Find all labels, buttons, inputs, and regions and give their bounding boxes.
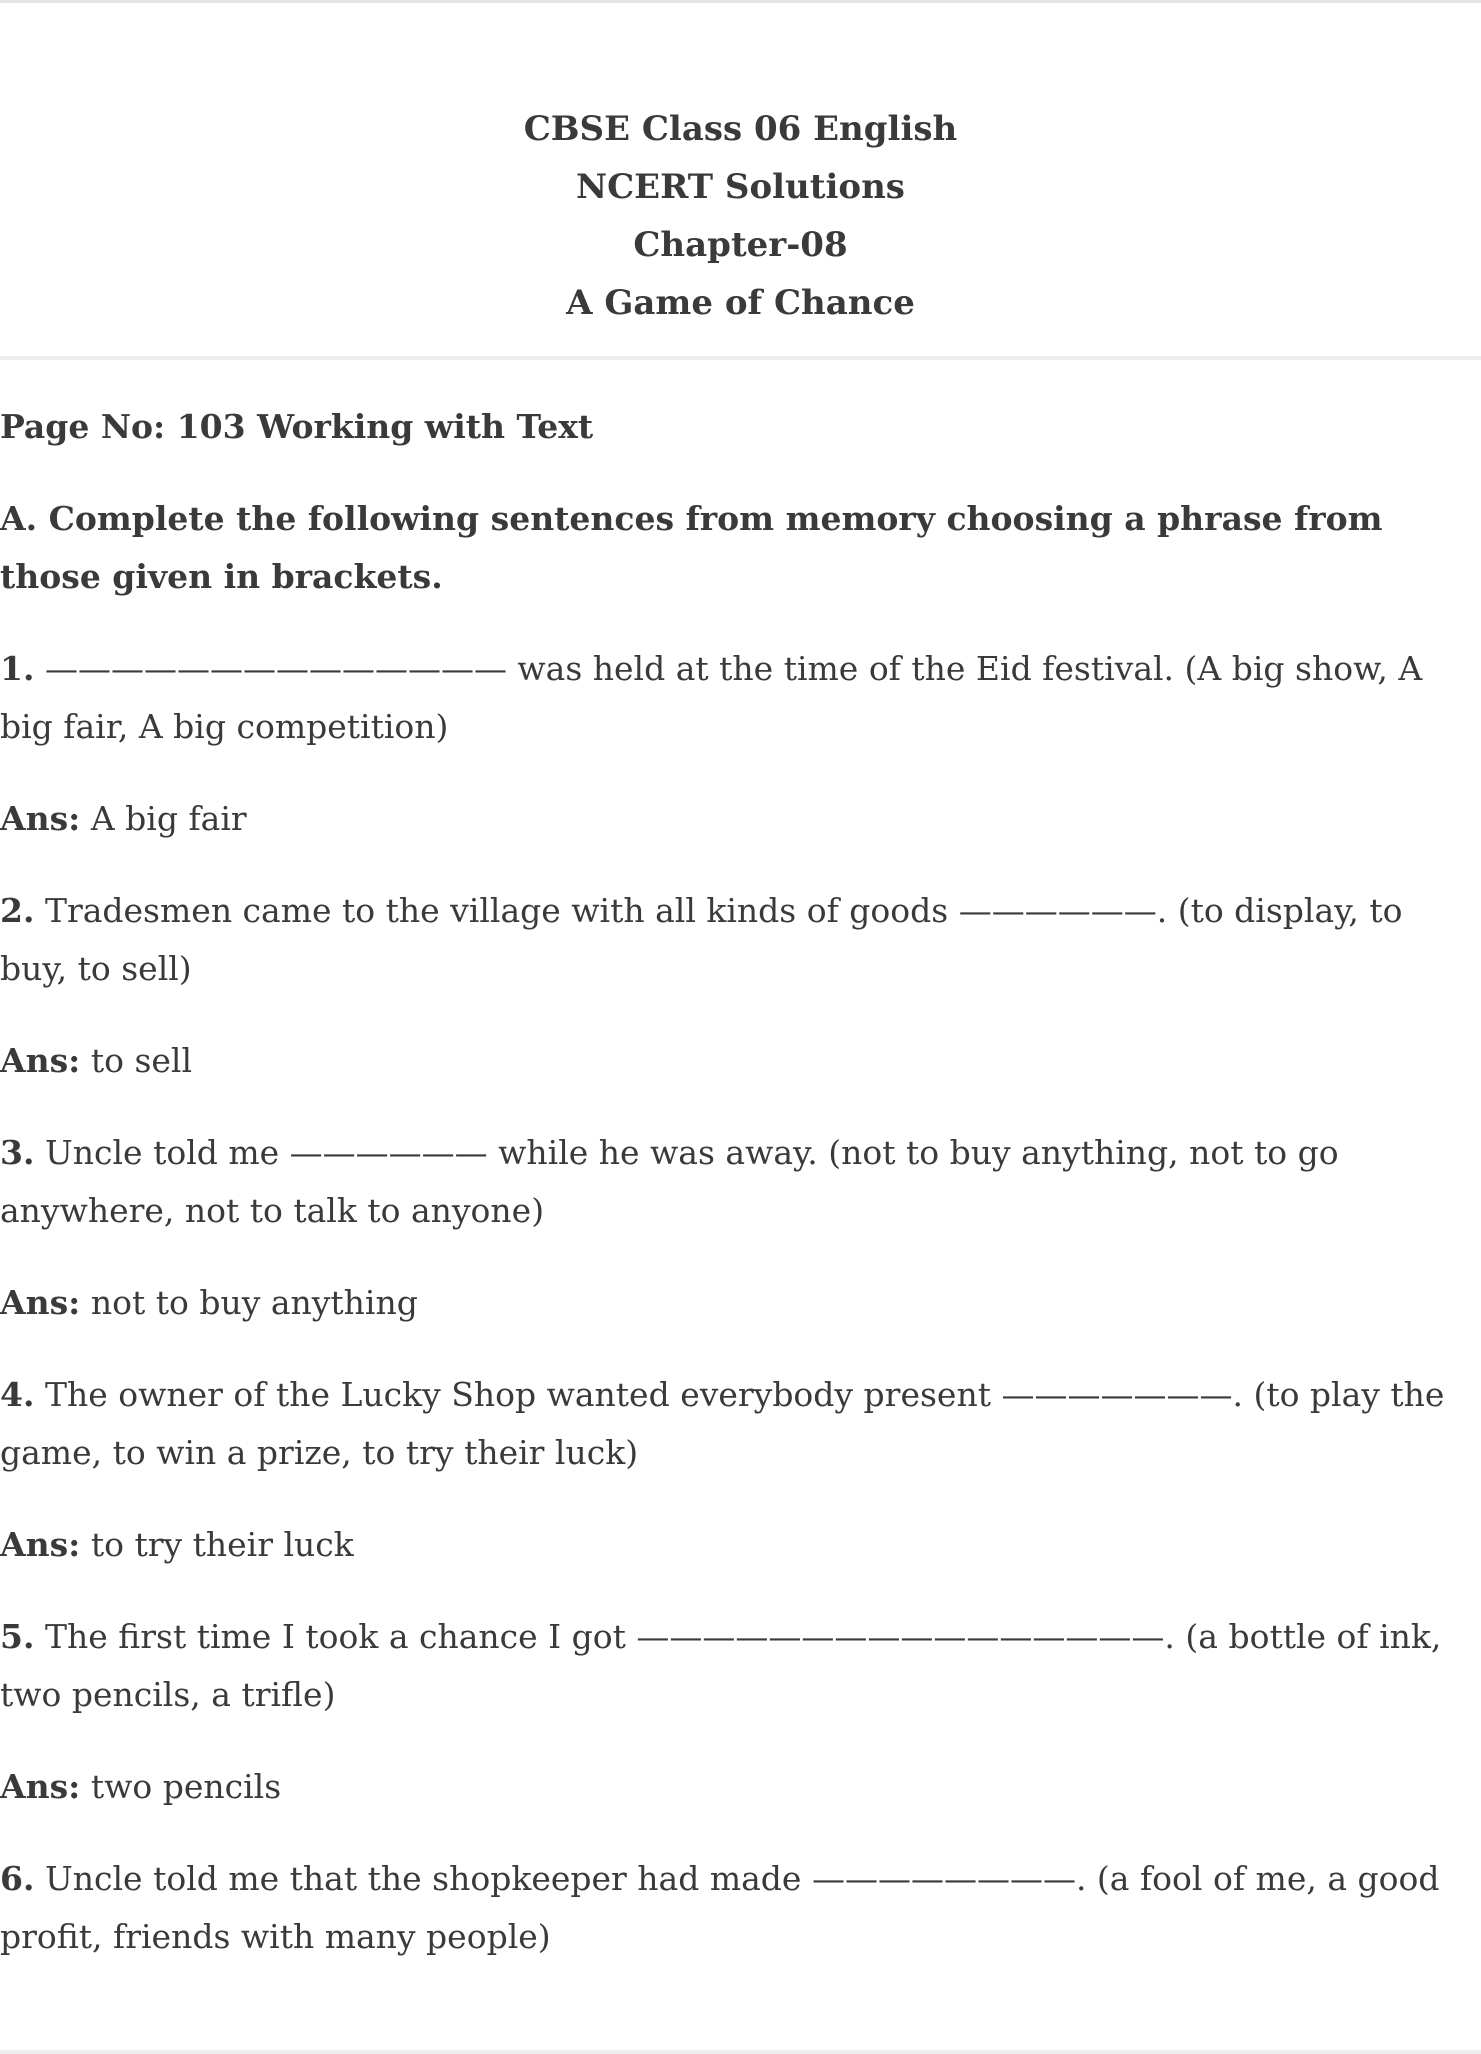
question-text: The owner of the Lucky Shop wanted everybody present ———————. (to play the game, to win a prize, to try their luck) bbox=[0, 1375, 1445, 1472]
document-body bbox=[0, 398, 1460, 2000]
question-item bbox=[0, 1850, 1460, 1966]
answer-item bbox=[0, 1758, 1460, 1816]
question-item bbox=[0, 1366, 1460, 1482]
answer-item bbox=[0, 790, 1460, 848]
question-item bbox=[0, 640, 1460, 756]
answer-label: Ans: bbox=[0, 799, 81, 838]
answer-item bbox=[0, 1274, 1460, 1332]
question-number: 3. bbox=[0, 1133, 35, 1172]
header-chapter: Chapter-08 bbox=[633, 225, 848, 265]
question-number: 6. bbox=[0, 1859, 35, 1898]
answer-text: to try their luck bbox=[80, 1525, 354, 1564]
question-text: Uncle told me that the shopkeeper had made ————————. (a fool of me, a good profit, friends with many people) bbox=[0, 1859, 1440, 1956]
question-item bbox=[0, 1608, 1460, 1724]
document-header bbox=[0, 100, 1481, 332]
bottom-divider bbox=[0, 2050, 1481, 2054]
question-number: 5. bbox=[0, 1617, 35, 1656]
header-chapter-title: A Game of Chance bbox=[566, 283, 915, 323]
question-item bbox=[0, 1124, 1460, 1240]
header-subtitle: NCERT Solutions bbox=[576, 167, 905, 207]
question-item bbox=[0, 882, 1460, 998]
answer-label: Ans: bbox=[0, 1767, 81, 1806]
question-text: The first time I took a chance I got ————————————————. (a bottle of ink, two pencils, a trifle) bbox=[0, 1617, 1442, 1714]
exercise-instruction: A. Complete the following sentences from memory choosing a phrase from those given in brackets. bbox=[0, 499, 1383, 596]
answer-label: Ans: bbox=[0, 1525, 81, 1564]
header-divider bbox=[0, 356, 1481, 360]
answer-text: to sell bbox=[80, 1041, 193, 1080]
answer-text: A big fair bbox=[80, 799, 247, 838]
page-heading: Page No: 103 Working with Text bbox=[0, 407, 594, 446]
question-number: 2. bbox=[0, 891, 35, 930]
answer-text: not to buy anything bbox=[80, 1283, 418, 1322]
answer-label: Ans: bbox=[0, 1283, 81, 1322]
answer-label: Ans: bbox=[0, 1041, 81, 1080]
answer-item bbox=[0, 1516, 1460, 1574]
header-class-title: CBSE Class 06 English bbox=[523, 109, 958, 149]
question-number: 4. bbox=[0, 1375, 35, 1414]
top-divider bbox=[0, 0, 1481, 3]
question-number: 1. bbox=[0, 649, 35, 688]
question-text: —————————————— was held at the time of the Eid festival. (A big show, A big fair, A big competition) bbox=[0, 649, 1423, 746]
question-text: Tradesmen came to the village with all kinds of goods ——————. (to display, to buy, to sell) bbox=[0, 891, 1403, 988]
question-text: Uncle told me —————— while he was away. (not to buy anything, not to go anywhere, not to talk to anyone) bbox=[0, 1133, 1339, 1230]
answer-item bbox=[0, 1032, 1460, 1090]
answer-text: two pencils bbox=[80, 1767, 282, 1806]
